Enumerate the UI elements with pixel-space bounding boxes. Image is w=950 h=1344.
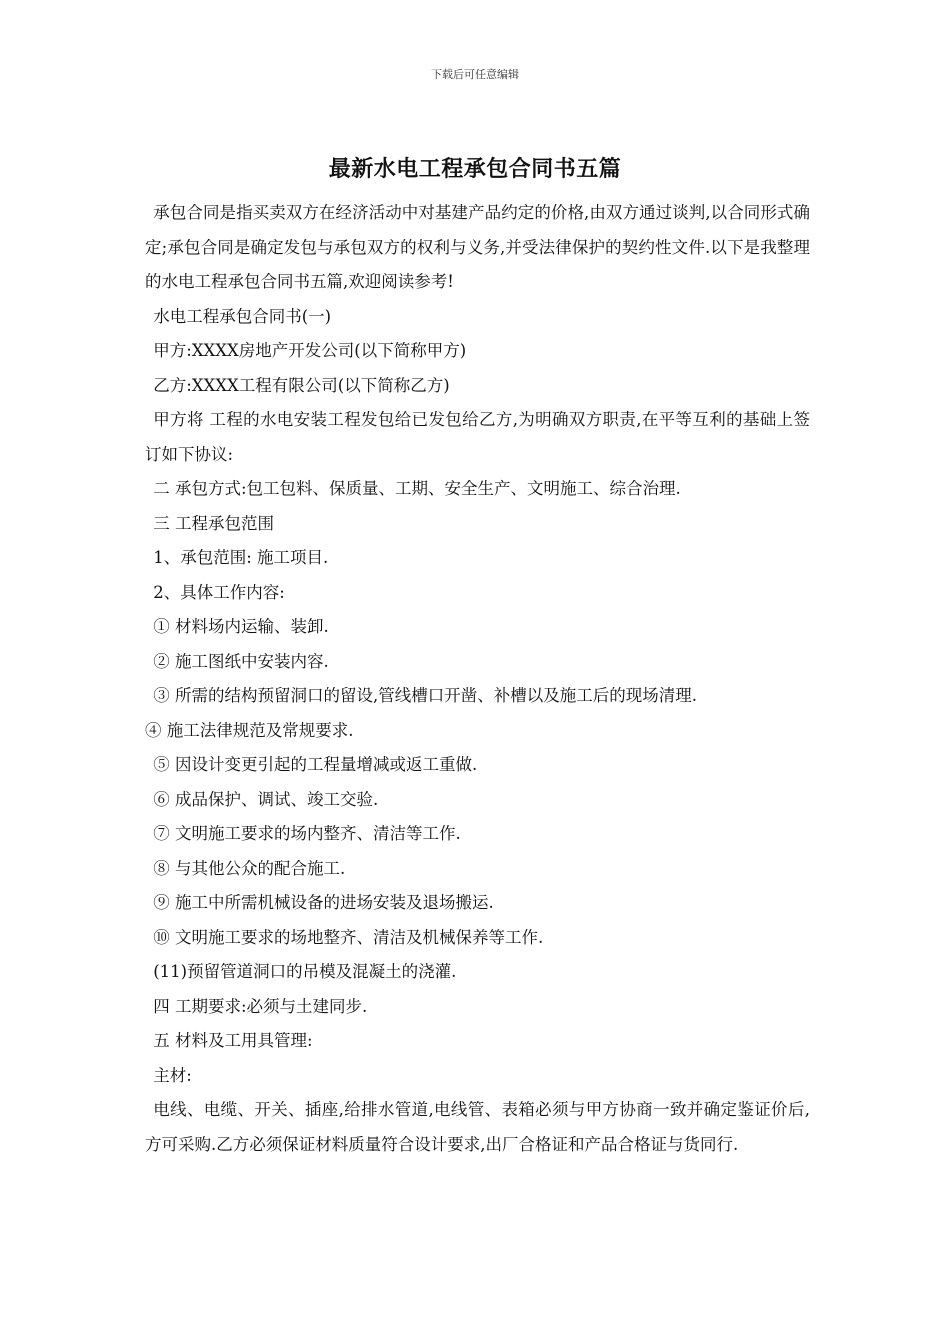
paragraph-main-materials: 主材: xyxy=(153,1065,192,1085)
paragraph-section-2: 二 承包方式:包工包料、保质量、工期、安全生产、文明施工、综合治理. xyxy=(153,479,681,498)
list-item: ③ 所需的结构预留洞口的留设,管线槽口开凿、补槽以及施工后的现场清理. xyxy=(153,686,697,705)
list-item: (11)预留管道洞口的吊模及混凝土的浇灌. xyxy=(153,962,457,981)
paragraph-materials-detail: 电线、电缆、开关、插座,给排水管道,电线管、表箱必须与甲方协商一致并确定鉴证价后,方可采购.乙方必须保证材料质量符合设计要求,出厂合格证和产品合格证与货同行. xyxy=(145,1100,810,1154)
paragraph-party-b: 乙方:XXXX工程有限公司(以下简称乙方) xyxy=(153,375,450,395)
paragraph-scope-2: 2、具体工作内容: xyxy=(153,582,285,602)
list-item: ① 材料场内运输、装卸. xyxy=(153,617,329,636)
list-item: ⑧ 与其他公众的配合施工. xyxy=(153,858,346,878)
list-item: ⑦ 文明施工要求的场内整齐、清洁等工作. xyxy=(153,824,461,843)
list-item: ⑨ 施工中所需机械设备的进场安装及退场搬运. xyxy=(153,893,494,912)
document-body xyxy=(145,196,810,1162)
document-title: 最新水电工程承包合同书五篇 xyxy=(328,157,622,182)
paragraph-contract-heading: 水电工程承包合同书(一) xyxy=(153,306,332,326)
paragraph-section-3: 三 工程承包范围 xyxy=(153,513,274,533)
paragraph-section-4: 四 工期要求:必须与土建同步. xyxy=(153,996,368,1016)
header-note: 下载后可任意编辑 xyxy=(431,68,519,81)
list-item: ⑥ 成品保护、调试、竣工交验. xyxy=(153,789,379,809)
paragraph-scope-1: 1、承包范围: 施工项目. xyxy=(153,548,329,567)
list-item: ④ 施工法律规范及常规要求. xyxy=(145,720,354,740)
paragraph-section-5: 五 材料及工用具管理: xyxy=(153,1031,313,1050)
paragraph-intro: 承包合同是指买卖双方在经济活动中对基建产品约定的价格,由双方通过谈判,以合同形式确定;承包合同是确定发包与承包双方的权利与义务,并受法律保护的契约性文件.以下是我整理的水电工程承包合同书五篇,欢迎阅读参考! xyxy=(145,203,810,291)
list-item: ⑤ 因设计变更引起的工程量增减或返工重做. xyxy=(153,755,478,774)
list-item: ⑩ 文明施工要求的场地整齐、清洁及机械保养等工作. xyxy=(153,927,544,947)
paragraph-party-a: 甲方:XXXX房地产开发公司(以下简称甲方) xyxy=(153,341,467,360)
list-item: ② 施工图纸中安装内容. xyxy=(153,651,329,671)
paragraph-agreement: 甲方将 工程的水电安装工程发包给已发包给乙方,为明确双方职责,在平等互利的基础上签订如下协议: xyxy=(145,410,810,464)
